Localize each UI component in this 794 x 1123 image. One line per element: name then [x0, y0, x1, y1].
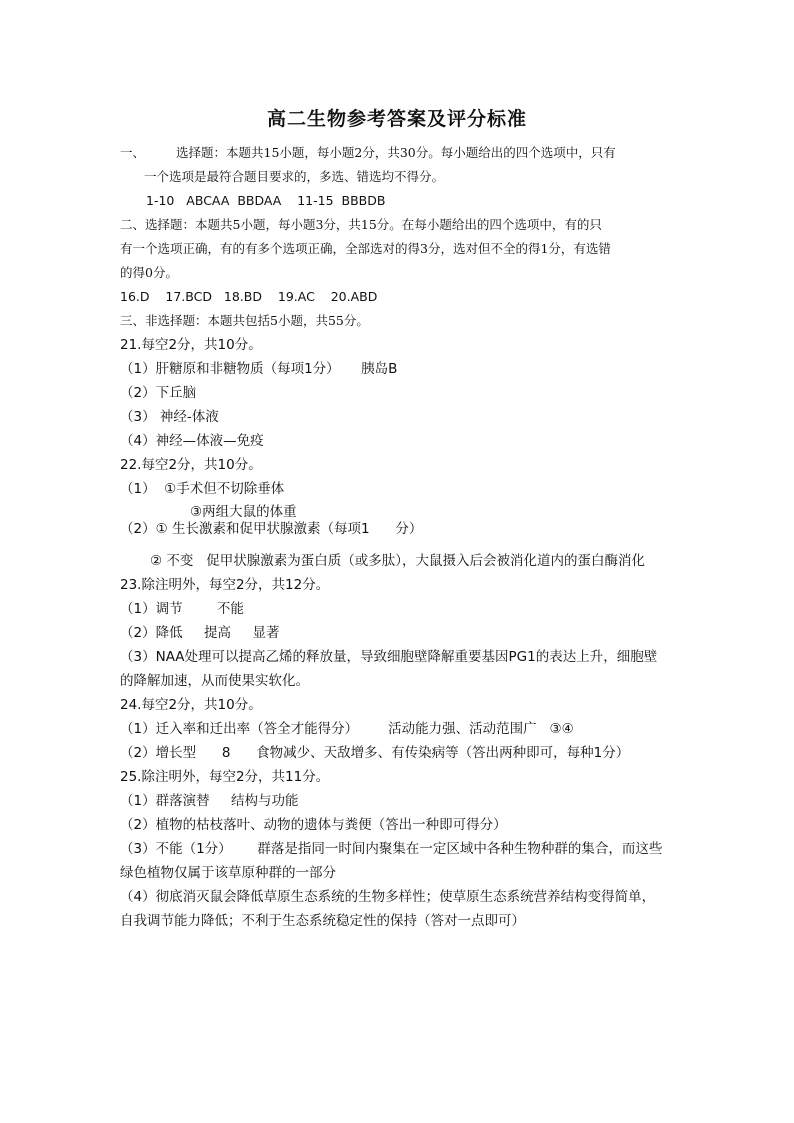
q25-answer-3b: 绿色植物仅属于该草原种群的一部分	[120, 865, 336, 881]
q22-answer-2: （2）① 生长激素和促甲状腺激素（每项1 分）	[120, 521, 423, 537]
section1-heading: 选择题：本题共15小题，每小题2分，共30分。每小题给出的四个选项中，只有	[176, 145, 616, 160]
section2-answers: 16.D 17.BCD 18.BD 19.AC 20.ABD	[120, 289, 378, 304]
q24-answer-2: （2）增长型 8 食物减少、天敌增多、有传染病等（答出两种即可，每种1分）	[120, 745, 630, 761]
section1-heading-number: 一、	[120, 145, 146, 160]
q21-answer-4: （4）神经—体液—免疫	[120, 433, 264, 449]
q24-heading: 24.每空2分，共10分。	[120, 697, 262, 713]
page-title: 高二生物参考答案及评分标准	[266, 108, 527, 130]
section1-heading-continued: 一个选项是最符合题目要求的，多选、错选均不得分。	[144, 169, 445, 184]
q25-answer-4b: 自我调节能力降低；不利于生态系统稳定性的保持（答对一点即可）	[120, 913, 525, 929]
q25-answer-1: （1）群落演替 结构与功能	[120, 793, 299, 809]
q22-answer-1: （1） ①手术但不切除垂体	[120, 481, 285, 497]
q21-heading: 21.每空2分，共10分。	[120, 337, 262, 353]
section2-heading-line1: 二、选择题：本题共5小题，每小题3分，共15分。在每小题给出的四个选项中，有的只	[120, 217, 602, 232]
section2-heading-line2: 有一个选项正确，有的有多个选项正确，全部选对的得3分，选对但不全的得1分，有选错	[120, 241, 611, 256]
q25-answer-3: （3）不能（1分） 群落是指同一时间内聚集在一定区域中各种生物种群的集合，而这些	[120, 841, 663, 857]
section1-answers: 1-10 ABCAA BBDAA 11-15 BBBDB	[146, 193, 386, 208]
q21-answer-3: （3） 神经-体液	[120, 409, 219, 425]
q24-answer-1: （1）迁入率和迁出率（答全才能得分） 活动能力强、活动范围广 ③④	[120, 721, 574, 737]
q22-answer-1b: ③两组大鼠的体重	[190, 504, 297, 520]
q25-heading: 25.除注明外，每空2分，共11分。	[120, 769, 330, 785]
section2-heading-line3: 的得0分。	[120, 265, 178, 280]
q21-answer-2: （2）下丘脑	[120, 385, 197, 401]
q25-answer-2: （2）植物的枯枝落叶、动物的遗体与粪便（答出一种即可得分）	[120, 817, 507, 833]
q23-answer-1: （1）调节 不能	[120, 601, 244, 617]
q23-answer-3b: 的降解加速，从而使果实软化。	[120, 673, 309, 689]
q23-answer-3: （3）NAA处理可以提高乙烯的释放量，导致细胞壁降解重要基因PG1的表达上升，细胞壁	[120, 649, 658, 665]
q25-answer-4: （4）彻底消灭鼠会降低草原生态系统的生物多样性；使草原生态系统营养结构变得简单，	[120, 889, 656, 905]
q21-answer-1: （1）肝糖原和非糖物质（每项1分） 胰岛B	[120, 361, 398, 377]
q23-answer-2: （2）降低 提高 显著	[120, 625, 280, 641]
q22-heading: 22.每空2分，共10分。	[120, 457, 262, 473]
q23-heading: 23.除注明外，每空2分，共12分。	[120, 577, 330, 593]
section3-heading: 三、非选择题：本题共包括5小题，共55分。	[120, 313, 369, 328]
q22-answer-2b: ② 不变 促甲状腺激素为蛋白质（或多肽），大鼠摄入后会被消化道内的蛋白酶消化	[150, 553, 646, 569]
